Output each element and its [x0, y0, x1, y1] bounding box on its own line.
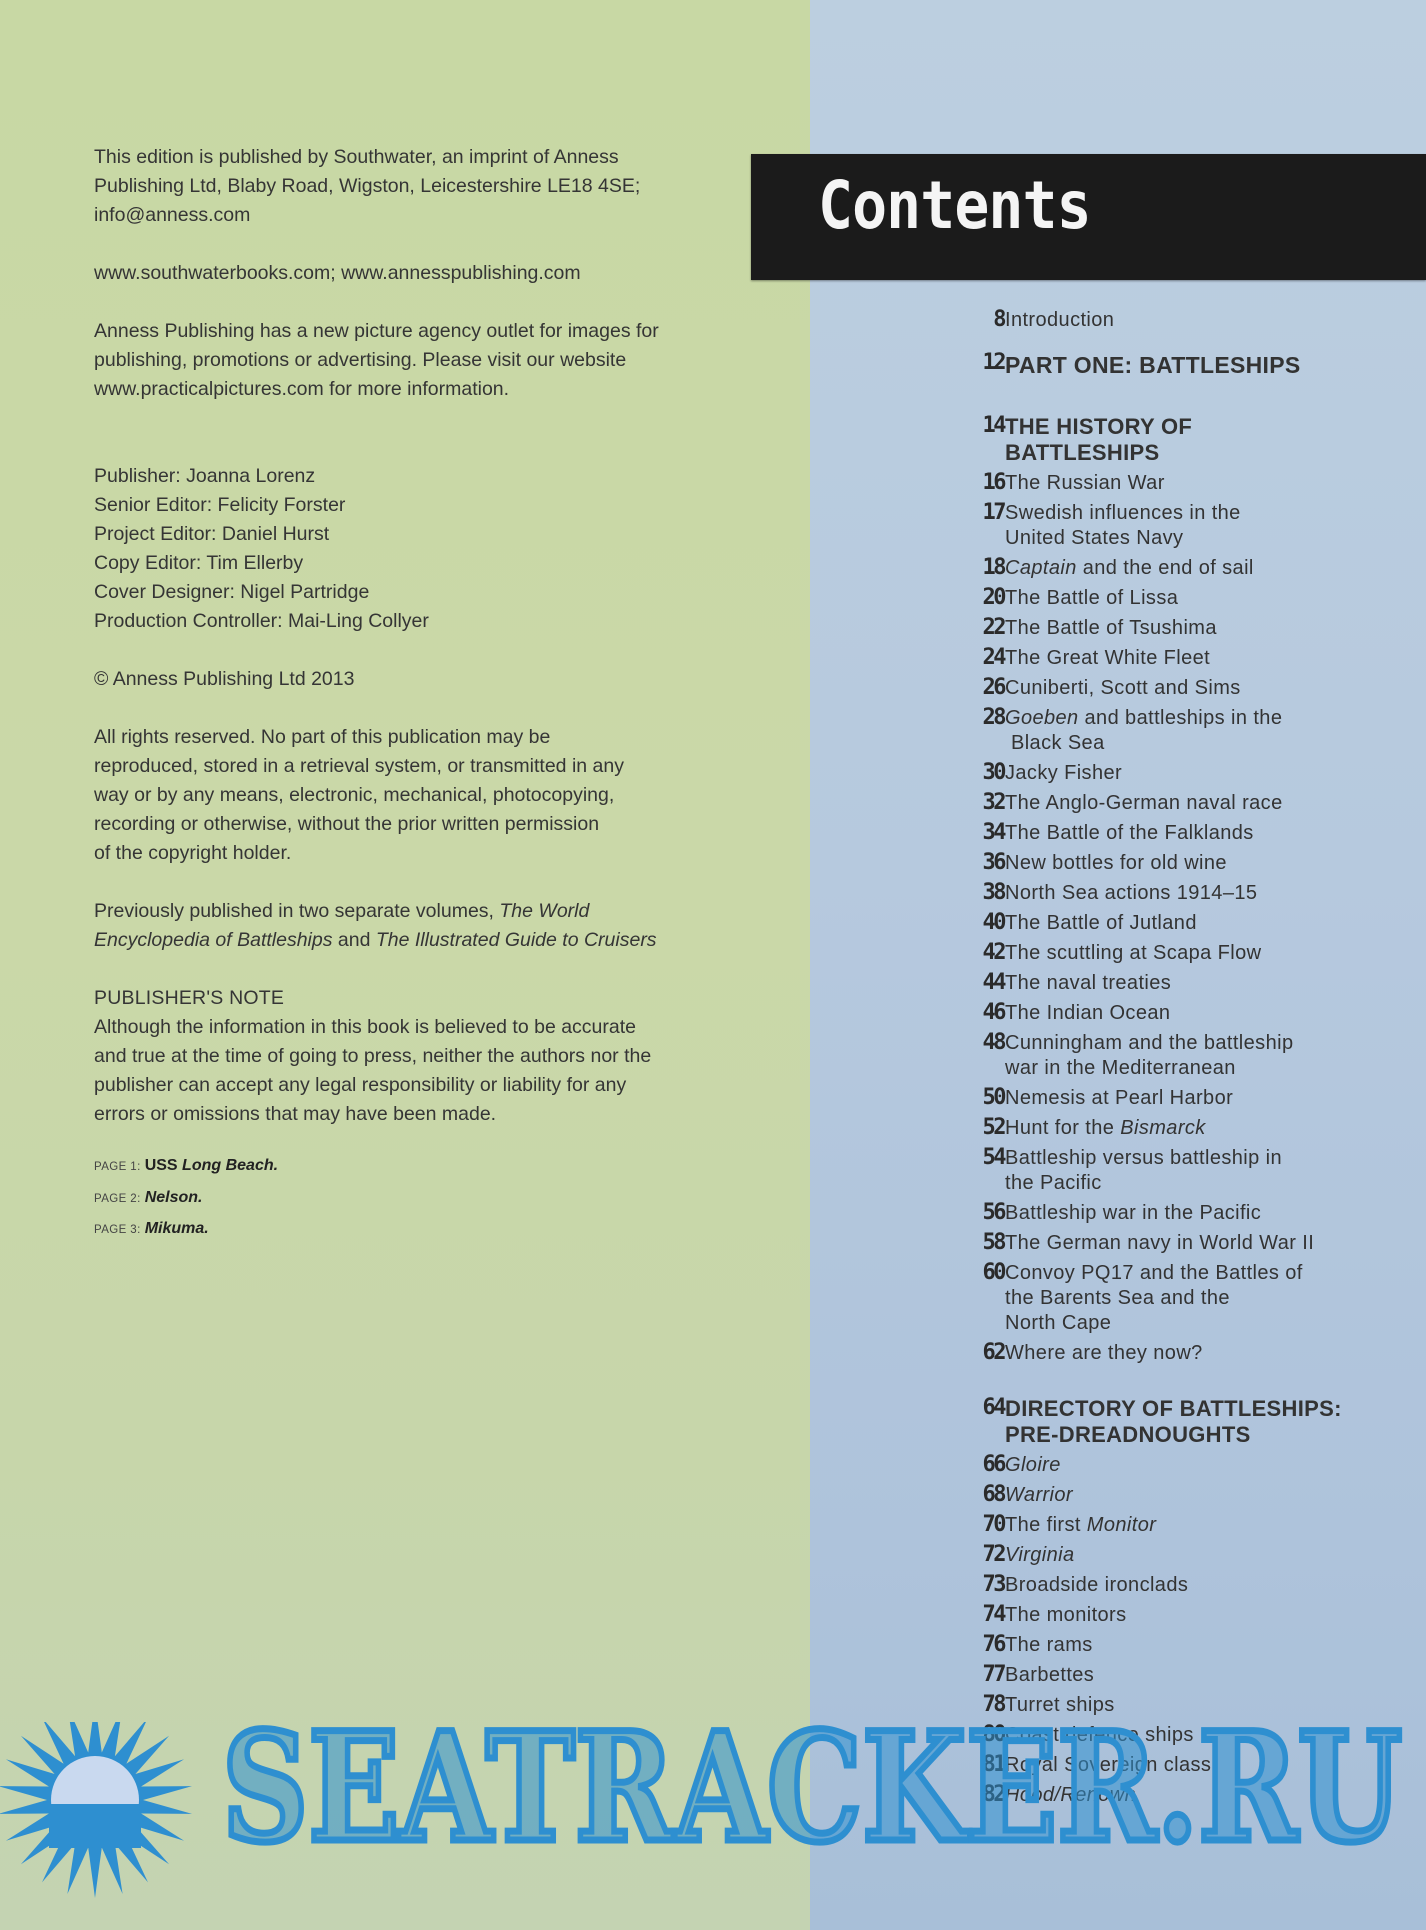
- toc-entry-title: [1005, 1116, 1350, 1141]
- previously-published-line: [94, 926, 734, 955]
- caption-page-3: [94, 1214, 734, 1246]
- toc-entry: [970, 1573, 1350, 1598]
- toc-entry-title: [1005, 1086, 1350, 1111]
- toc-page-number: 66: [982, 1452, 1004, 1477]
- ship-name: Monitor: [1086, 1514, 1157, 1536]
- toc-entry: [970, 616, 1350, 641]
- toc-entry-title: [1005, 821, 1350, 846]
- toc-entry: [970, 1453, 1350, 1478]
- toc-text-segment: North Cape: [1005, 1312, 1112, 1334]
- contents-title-bar: [751, 154, 1426, 280]
- toc-text-segment: Turret ships: [1005, 1694, 1115, 1716]
- copyright-notice: © Anness Publishing Ltd 2013: [94, 668, 355, 690]
- toc-entry-title: [1005, 706, 1350, 756]
- toc-entry: [970, 761, 1350, 786]
- toc-entry: [970, 586, 1350, 611]
- toc-text-segment: Battleship war in the Pacific: [1005, 1202, 1262, 1224]
- ship-name: Warrior: [1005, 1484, 1073, 1506]
- caption-key: PAGE 3:: [94, 1224, 141, 1236]
- toc-entry: [970, 941, 1350, 966]
- caption-page-1: [94, 1151, 734, 1183]
- toc-entry: [970, 556, 1350, 581]
- toc-entry: [970, 471, 1350, 496]
- toc-page-number: 46: [982, 1000, 1004, 1025]
- credit-production-controller: Production Controller: Mai-Ling Collyer: [94, 610, 429, 632]
- toc-entry: [970, 791, 1350, 816]
- toc-text-segment: Cuniberti, Scott and Sims: [1005, 677, 1241, 699]
- ship-name: Gloire: [1005, 1454, 1061, 1476]
- toc-text-segment: The rams: [1005, 1634, 1093, 1656]
- toc-page-number: 30: [982, 760, 1004, 785]
- caption-key: PAGE 2:: [94, 1192, 141, 1205]
- toc-entry: [970, 1753, 1350, 1778]
- caption-title: Mikuma.: [144, 1220, 209, 1237]
- toc-text-segment: The German navy in World War II: [1005, 1232, 1315, 1254]
- toc-entry: [970, 881, 1350, 906]
- toc-entry: [970, 501, 1350, 551]
- toc-text-segment: The Battle of Lissa: [1005, 587, 1179, 609]
- toc-text-segment: and battleships in the: [1078, 707, 1283, 729]
- toc-entry-title: [1005, 1341, 1350, 1366]
- toc-text-segment: Convoy PQ17 and the Battles of: [1005, 1262, 1303, 1284]
- toc-entry-title: [1005, 911, 1350, 936]
- toc-text-segment: The first: [1005, 1514, 1087, 1536]
- ship-name: Hood/Renown: [1005, 1784, 1137, 1806]
- rights-line: recording or otherwise, without the prior written permission: [94, 813, 600, 835]
- toc-page-number: 77: [982, 1662, 1004, 1687]
- toc-entry-title: [1005, 586, 1350, 611]
- toc-entry-title: [1005, 1261, 1350, 1336]
- toc-text-segment: the Barents Sea and the: [1005, 1287, 1230, 1309]
- toc-text-segment: Hunt for the: [1005, 1117, 1121, 1139]
- toc-page-number: 12: [982, 350, 1004, 375]
- toc-page-number: 60: [982, 1260, 1004, 1285]
- agency-line: Anness Publishing has a new picture agency outlet for images for: [94, 320, 659, 342]
- toc-entry-title: [1005, 761, 1350, 786]
- toc-text-segment: Royal Sovereign class: [1005, 1754, 1212, 1776]
- contents-title: Contents: [818, 167, 1091, 244]
- toc-entry-title: [1005, 1543, 1350, 1568]
- toc-text-segment: The monitors: [1005, 1604, 1127, 1626]
- toc-page-number: 72: [982, 1542, 1004, 1567]
- toc-text-segment: PRE-DREADNOUGHTS: [1005, 1422, 1251, 1447]
- toc-text-segment: The Battle of Tsushima: [1005, 617, 1217, 639]
- toc-entry: [970, 1116, 1350, 1141]
- toc-entry: [970, 1663, 1350, 1688]
- toc-page-number: 81: [982, 1752, 1004, 1777]
- toc-entry-title: [1005, 616, 1350, 641]
- toc-page-number: 52: [982, 1115, 1004, 1140]
- toc-entry: [970, 646, 1350, 671]
- caption-value: [145, 1189, 203, 1206]
- toc-entry: [970, 1543, 1350, 1568]
- toc-text-segment: Nemesis at Pearl Harbor: [1005, 1087, 1234, 1109]
- toc-entry: [970, 911, 1350, 936]
- toc-page-number: 74: [982, 1602, 1004, 1627]
- toc-page-number: 50: [982, 1085, 1004, 1110]
- credit-cover-designer: Cover Designer: Nigel Partridge: [94, 581, 370, 603]
- toc-text-segment: BATTLESHIPS: [1005, 440, 1160, 465]
- toc-page-number: 70: [982, 1512, 1004, 1537]
- toc-text-segment: Black Sea: [1005, 732, 1105, 754]
- toc-page-number: 26: [982, 675, 1004, 700]
- toc-entry-title: [1005, 414, 1350, 466]
- toc-page-number: 32: [982, 790, 1004, 815]
- toc-page-number: 42: [982, 940, 1004, 965]
- toc-text-segment: and the end of sail: [1076, 557, 1254, 579]
- toc-text-segment: Cunningham and the battleship: [1005, 1032, 1294, 1054]
- toc-entry-title: [1005, 1573, 1350, 1598]
- toc-page-number: 28: [982, 705, 1004, 730]
- toc-text-segment: The Anglo-German naval race: [1005, 792, 1283, 814]
- toc-entry-title: [1005, 1201, 1350, 1226]
- toc-entry-title: [1005, 1483, 1350, 1508]
- toc-entry-title: [1005, 1146, 1350, 1196]
- previously-published-line: [94, 897, 734, 926]
- toc-text-segment: Barbettes: [1005, 1664, 1095, 1686]
- rights-line: of the copyright holder.: [94, 842, 292, 864]
- toc-entry: [970, 1086, 1350, 1111]
- toc-text-segment: The Indian Ocean: [1005, 1002, 1171, 1024]
- toc-entry-title: [1005, 1663, 1350, 1688]
- toc-entry: [970, 1231, 1350, 1256]
- toc-page-number: 22: [982, 615, 1004, 640]
- toc-text-segment: Jacky Fisher: [1005, 762, 1123, 784]
- toc-page-number: 34: [982, 820, 1004, 845]
- toc-entry-title: [1005, 1633, 1350, 1658]
- caption-value: [145, 1157, 278, 1174]
- toc-entry: [970, 851, 1350, 876]
- toc-page-number: 76: [982, 1632, 1004, 1657]
- credit-project-editor: Project Editor: Daniel Hurst: [94, 523, 330, 545]
- toc-text-segment: Coast defence ships: [1005, 1724, 1194, 1746]
- credit-publisher: Publisher: Joanna Lorenz: [94, 465, 316, 487]
- toc-text-segment: United States Navy: [1005, 527, 1184, 549]
- toc-entry: [970, 1723, 1350, 1748]
- toc-text-segment: DIRECTORY OF BATTLESHIPS:: [1005, 1396, 1342, 1421]
- toc-text-segment: Swedish influences in the: [1005, 502, 1241, 524]
- caption-prefix: USS: [144, 1157, 183, 1174]
- toc-page-number: 18: [982, 555, 1004, 580]
- toc-entry-title: [1005, 791, 1350, 816]
- toc-entry-title: [1005, 971, 1350, 996]
- toc-entry-title: [1005, 1031, 1350, 1081]
- toc-entry-title: [1005, 471, 1350, 496]
- publisher-line: info@anness.com: [94, 204, 251, 226]
- toc-heading: [970, 1396, 1350, 1448]
- toc-entry-title: [1005, 556, 1350, 581]
- toc-page-number: 16: [982, 470, 1004, 495]
- toc-entry-title: [1005, 1231, 1350, 1256]
- caption-key: PAGE 1:: [94, 1161, 141, 1173]
- toc-page-number: 68: [982, 1482, 1004, 1507]
- toc-entry: [970, 1693, 1350, 1718]
- table-of-contents: [970, 308, 1350, 1808]
- toc-entry: [970, 1201, 1350, 1226]
- publisher-websites: www.southwaterbooks.com; www.annesspublishing.com: [94, 262, 581, 284]
- toc-entry: [970, 676, 1350, 701]
- toc-entry-title: [1005, 1753, 1350, 1778]
- toc-page-number: 48: [982, 1030, 1004, 1055]
- agency-line: publishing, promotions or advertising. Please visit our website: [94, 349, 627, 371]
- caption-title: Nelson.: [144, 1188, 203, 1206]
- toc-text-segment: Battleship versus battleship in: [1005, 1147, 1282, 1169]
- note-line: Although the information in this book is believed to be accurate: [94, 1016, 637, 1038]
- toc-heading: [970, 414, 1350, 466]
- toc-text-segment: Where are they now?: [1005, 1342, 1203, 1364]
- rights-line: reproduced, stored in a retrieval system, or transmitted in any: [94, 755, 624, 777]
- toc-page-number: 82: [982, 1782, 1004, 1807]
- toc-text-segment: Introduction: [1005, 309, 1115, 331]
- ship-name: Goeben: [1005, 707, 1079, 729]
- toc-text-segment: The Battle of the Falklands: [1005, 822, 1254, 844]
- toc-entry-title: [1005, 676, 1350, 701]
- toc-entry-title: [1005, 1396, 1350, 1448]
- toc-entry: [970, 1261, 1350, 1336]
- watermark-text: SEATRACKER.RU: [222, 1722, 1402, 1876]
- toc-entry-title: [1005, 1693, 1350, 1718]
- caption-title: Long Beach.: [182, 1157, 279, 1174]
- toc-entry-title: [1005, 1783, 1350, 1808]
- copyright-block: [94, 143, 734, 1246]
- toc-entry-title: [1005, 1723, 1350, 1748]
- toc-entry: [970, 1483, 1350, 1508]
- toc-entry-title: [1005, 941, 1350, 966]
- book-title: The World: [499, 900, 590, 922]
- toc-entry: [970, 821, 1350, 846]
- credit-senior-editor: Senior Editor: Felicity Forster: [94, 494, 346, 516]
- book-title: The Illustrated Guide to Cruisers: [375, 929, 657, 951]
- toc-page-number: 80: [982, 1722, 1004, 1747]
- toc-entry: [970, 1633, 1350, 1658]
- toc-page-number: 24: [982, 645, 1004, 670]
- toc-text-segment: The Russian War: [1005, 472, 1165, 494]
- ship-name: Captain: [1005, 557, 1077, 579]
- toc-text-segment: New bottles for old wine: [1005, 852, 1227, 874]
- toc-entry-title: [1005, 351, 1350, 380]
- ship-name: Virginia: [1005, 1544, 1075, 1566]
- picture-captions: [94, 1151, 734, 1246]
- toc-entry: [970, 1603, 1350, 1628]
- toc-entry-title: [1005, 646, 1350, 671]
- note-line: and true at the time of going to press, neither the authors nor the: [94, 1045, 652, 1067]
- toc-entry-title: [1005, 1603, 1350, 1628]
- toc-page-number: 73: [982, 1572, 1004, 1597]
- toc-entry: [970, 1783, 1350, 1808]
- toc-page-number: 64: [982, 1395, 1004, 1420]
- toc-entry: [970, 1146, 1350, 1196]
- publishers-note-heading: PUBLISHER'S NOTE: [94, 987, 285, 1009]
- toc-entry: [970, 1001, 1350, 1026]
- publisher-line: Publishing Ltd, Blaby Road, Wigston, Leicestershire LE18 4SE;: [94, 175, 641, 197]
- toc-page-number: 8: [993, 307, 1004, 332]
- toc-text-segment: PART ONE: BATTLESHIPS: [1005, 352, 1301, 378]
- toc-text-segment: The Battle of Jutland: [1005, 912, 1197, 934]
- toc-heading: [970, 351, 1350, 380]
- toc-text-segment: Broadside ironclads: [1005, 1574, 1189, 1596]
- toc-text-segment: the Pacific: [1005, 1172, 1102, 1194]
- toc-entry-title: [1005, 1453, 1350, 1478]
- note-line: errors or omissions that may have been made.: [94, 1103, 497, 1125]
- toc-entry-title: [1005, 501, 1350, 551]
- toc-text-segment: war in the Mediterranean: [1005, 1057, 1236, 1079]
- toc-text-segment: The scuttling at Scapa Flow: [1005, 942, 1262, 964]
- agency-line: www.practicalpictures.com for more information.: [94, 378, 510, 400]
- toc-page-number: 78: [982, 1692, 1004, 1717]
- rights-line: way or by any means, electronic, mechanical, photocopying,: [94, 784, 615, 806]
- toc-entry: [970, 1513, 1350, 1538]
- toc-entry: [970, 706, 1350, 756]
- toc-entry: [970, 1031, 1350, 1081]
- caption-page-2: [94, 1183, 734, 1215]
- toc-page-number: 44: [982, 970, 1004, 995]
- toc-page-number: 62: [982, 1340, 1004, 1365]
- toc-page-number: 17: [982, 500, 1004, 525]
- toc-page-number: 40: [982, 910, 1004, 935]
- toc-page-number: 20: [982, 585, 1004, 610]
- toc-page-number: 36: [982, 850, 1004, 875]
- toc-page-number: 58: [982, 1230, 1004, 1255]
- toc-entry-title: [1005, 308, 1350, 333]
- toc-entry: [970, 1341, 1350, 1366]
- toc-page-number: 54: [982, 1145, 1004, 1170]
- rights-line: All rights reserved. No part of this publication may be: [94, 726, 551, 748]
- toc-page-number: 38: [982, 880, 1004, 905]
- previously-prefix: Previously published in two separate volumes,: [94, 900, 500, 922]
- toc-entry-title: [1005, 1513, 1350, 1538]
- toc-text-segment: North Sea actions 1914–15: [1005, 882, 1258, 904]
- toc-entry: [970, 971, 1350, 996]
- credit-copy-editor: Copy Editor: Tim Ellerby: [94, 552, 304, 574]
- note-line: publisher can accept any legal responsibility or liability for any: [94, 1074, 627, 1096]
- toc-text-segment: The naval treaties: [1005, 972, 1172, 994]
- book-title: Encyclopedia of Battleships: [94, 929, 333, 951]
- toc-page-number: 14: [982, 413, 1004, 438]
- toc-text-segment: THE HISTORY OF: [1005, 414, 1193, 439]
- previously-and: and: [332, 929, 376, 951]
- publisher-line: This edition is published by Southwater, an imprint of Anness: [94, 146, 619, 168]
- toc-entry: [970, 308, 1350, 333]
- ship-name: Bismarck: [1120, 1117, 1206, 1139]
- toc-entry-title: [1005, 851, 1350, 876]
- toc-entry-title: [1005, 881, 1350, 906]
- toc-entry-title: [1005, 1001, 1350, 1026]
- toc-page-number: 56: [982, 1200, 1004, 1225]
- toc-text-segment: The Great White Fleet: [1005, 647, 1211, 669]
- caption-value: [145, 1220, 209, 1237]
